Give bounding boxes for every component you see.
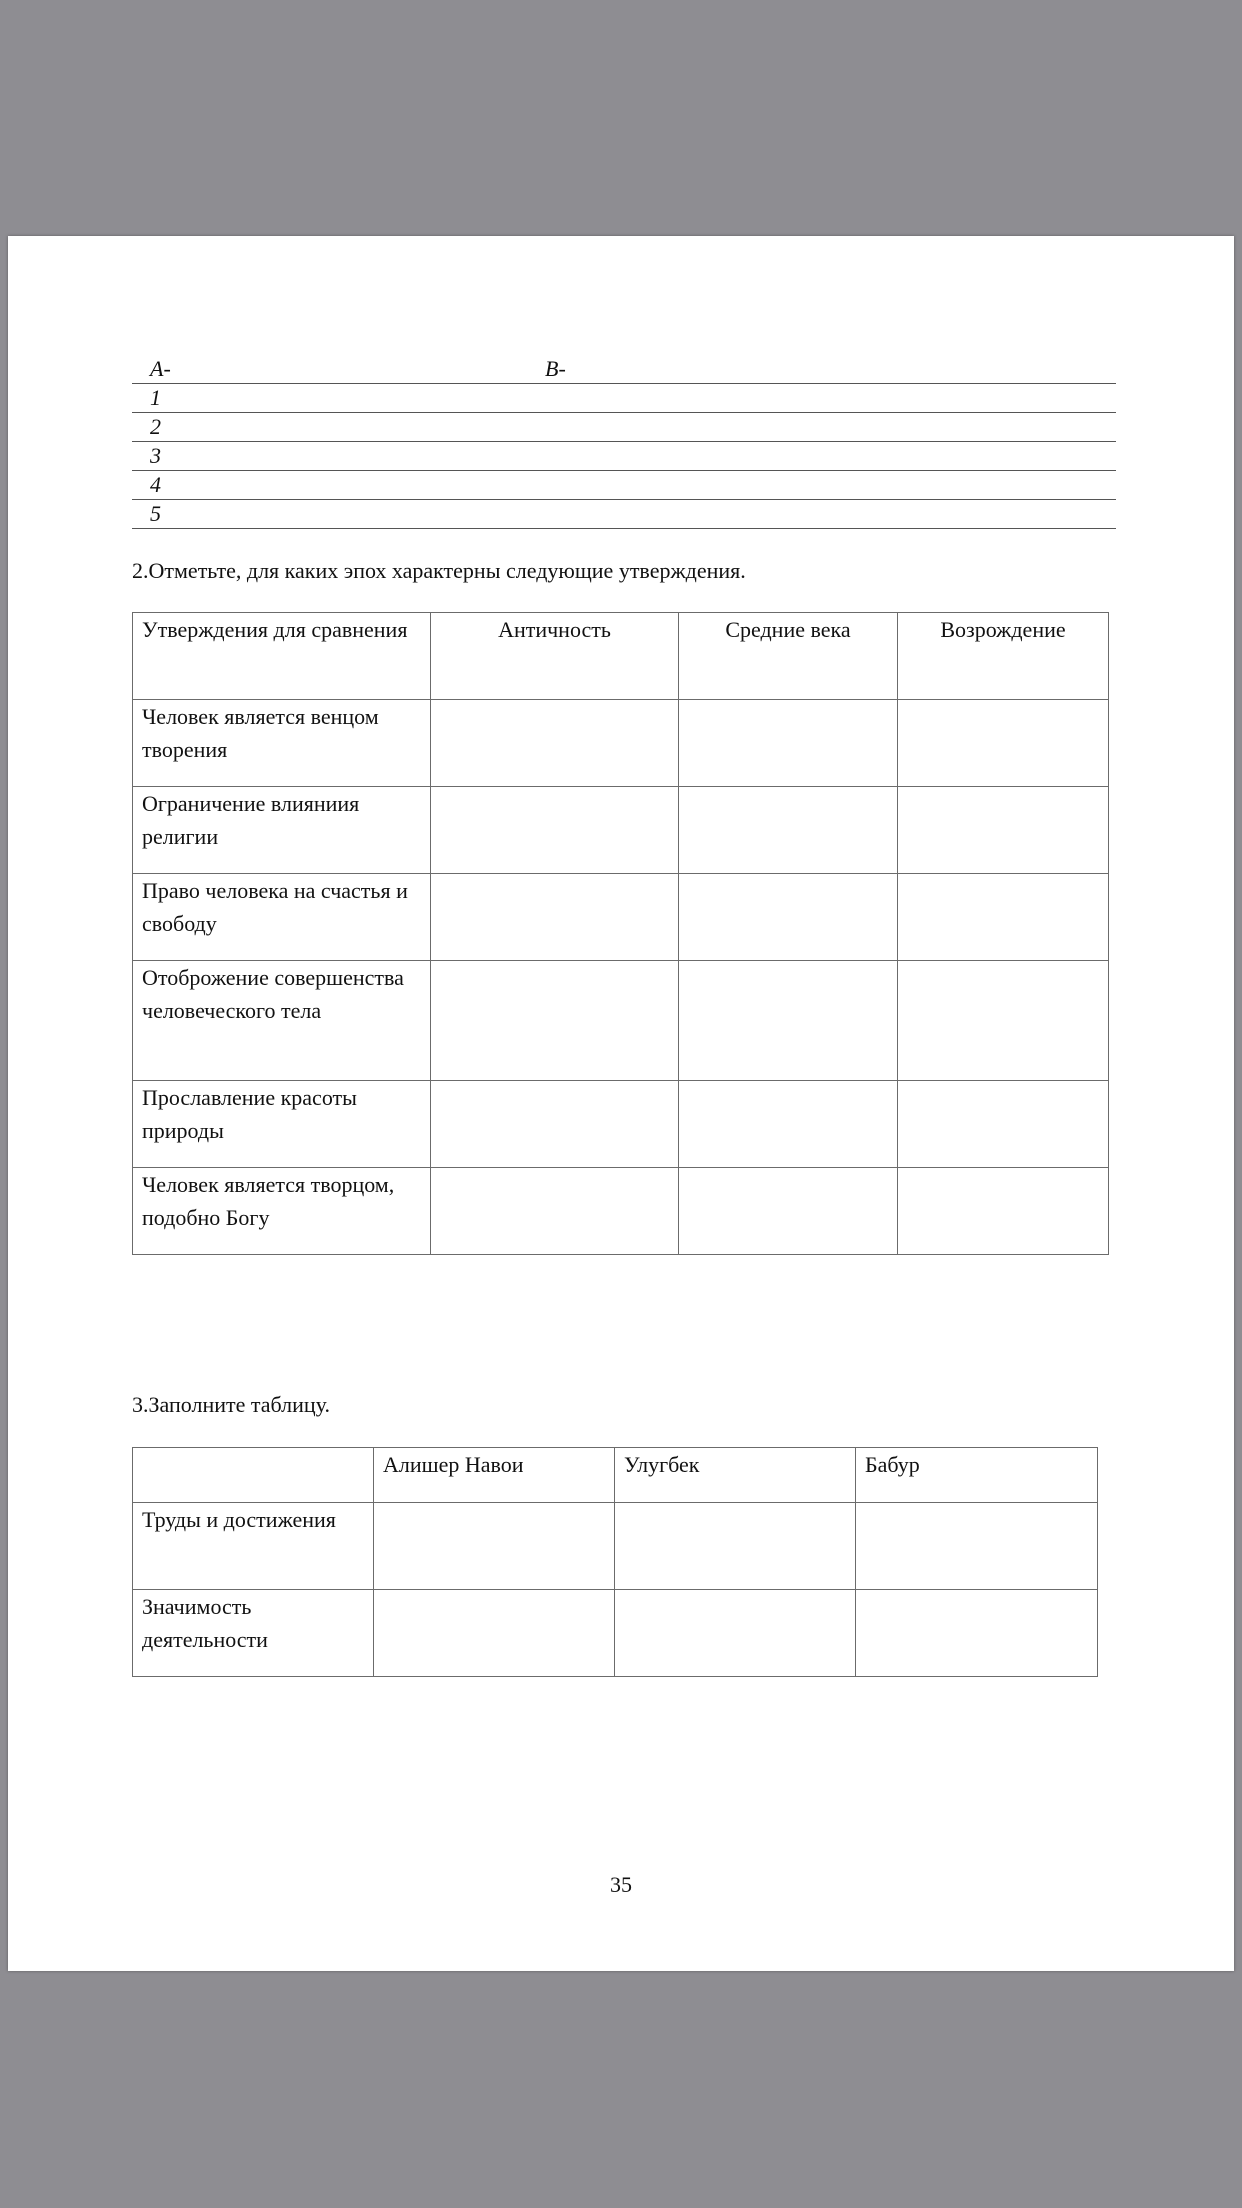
table-row (133, 1503, 1098, 1590)
document-page (8, 236, 1234, 1971)
answer-cell[interactable] (374, 1503, 615, 1590)
table-row (133, 700, 1109, 787)
answer-cell[interactable] (679, 961, 898, 1081)
table-header-row (133, 1448, 1098, 1503)
question-3-title: 3.Заполните таблицу. (132, 1392, 330, 1417)
ab-row-number: 2 (150, 414, 161, 439)
table-header-row (133, 613, 1109, 700)
answer-cell[interactable] (679, 874, 898, 961)
row-label-cell: Труды и достижения (133, 1503, 374, 1590)
ab-row (132, 442, 1116, 471)
table-row (133, 787, 1109, 874)
header-cell: Средние века (679, 613, 898, 700)
answer-cell[interactable] (898, 961, 1109, 1081)
table-row (133, 1590, 1098, 1677)
question-2-title: 2.Отметьте, для каких эпох характерны следующие утверждения. (132, 558, 746, 583)
ab-header-row (132, 355, 1116, 384)
answer-cell[interactable] (898, 1081, 1109, 1168)
answer-cell[interactable] (898, 1168, 1109, 1255)
answer-cell[interactable] (615, 1590, 856, 1677)
ab-row-number: 4 (150, 472, 161, 497)
header-cell: Утверждения для сравнения (133, 613, 431, 700)
ab-row (132, 471, 1116, 500)
ab-row-number: 1 (150, 385, 161, 410)
answer-cell[interactable] (431, 787, 679, 874)
header-cell: Улугбек (615, 1448, 856, 1503)
answer-cell[interactable] (431, 961, 679, 1081)
answer-cell[interactable] (898, 787, 1109, 874)
answer-cell[interactable] (679, 1168, 898, 1255)
statement-cell: Ограничение влияниия религии (133, 787, 431, 874)
answer-cell[interactable] (856, 1590, 1098, 1677)
table-row (133, 1168, 1109, 1255)
statement-cell: Человек является творцом, подобно Богу (133, 1168, 431, 1255)
epochs-table (132, 612, 1109, 1255)
ab-header-a: A- (150, 356, 171, 381)
table-row (133, 874, 1109, 961)
ab-row-number: 3 (150, 443, 161, 468)
answer-cell[interactable] (374, 1590, 615, 1677)
row-label-cell: Значимость деятельности (133, 1590, 374, 1677)
answer-cell[interactable] (856, 1503, 1098, 1590)
header-cell (133, 1448, 374, 1503)
statement-cell: Человек является венцом творения (133, 700, 431, 787)
answer-cell[interactable] (898, 700, 1109, 787)
header-cell: Бабур (856, 1448, 1098, 1503)
statement-cell: Отоброжение совершенства человеческого тела (133, 961, 431, 1081)
answer-cell[interactable] (679, 787, 898, 874)
answer-cell[interactable] (679, 1081, 898, 1168)
header-cell: Алишер Навои (374, 1448, 615, 1503)
persons-table (132, 1447, 1098, 1677)
answer-cell[interactable] (615, 1503, 856, 1590)
header-cell: Возрождение (898, 613, 1109, 700)
ab-row-number: 5 (150, 501, 161, 526)
ab-header-b: B- (545, 356, 566, 381)
ab-row (132, 413, 1116, 442)
ab-row (132, 500, 1116, 529)
answer-cell[interactable] (431, 1168, 679, 1255)
table-row (133, 961, 1109, 1081)
page-number: 35 (610, 1872, 632, 1897)
statement-cell: Прославление красоты природы (133, 1081, 431, 1168)
answer-cell[interactable] (431, 1081, 679, 1168)
header-cell: Античность (431, 613, 679, 700)
statement-cell: Право человека на счастья и свободу (133, 874, 431, 961)
answer-cell[interactable] (898, 874, 1109, 961)
ab-row (132, 384, 1116, 413)
answer-cell[interactable] (431, 874, 679, 961)
answer-cell[interactable] (431, 700, 679, 787)
table-row (133, 1081, 1109, 1168)
ab-answer-list (132, 355, 1116, 529)
answer-cell[interactable] (679, 700, 898, 787)
